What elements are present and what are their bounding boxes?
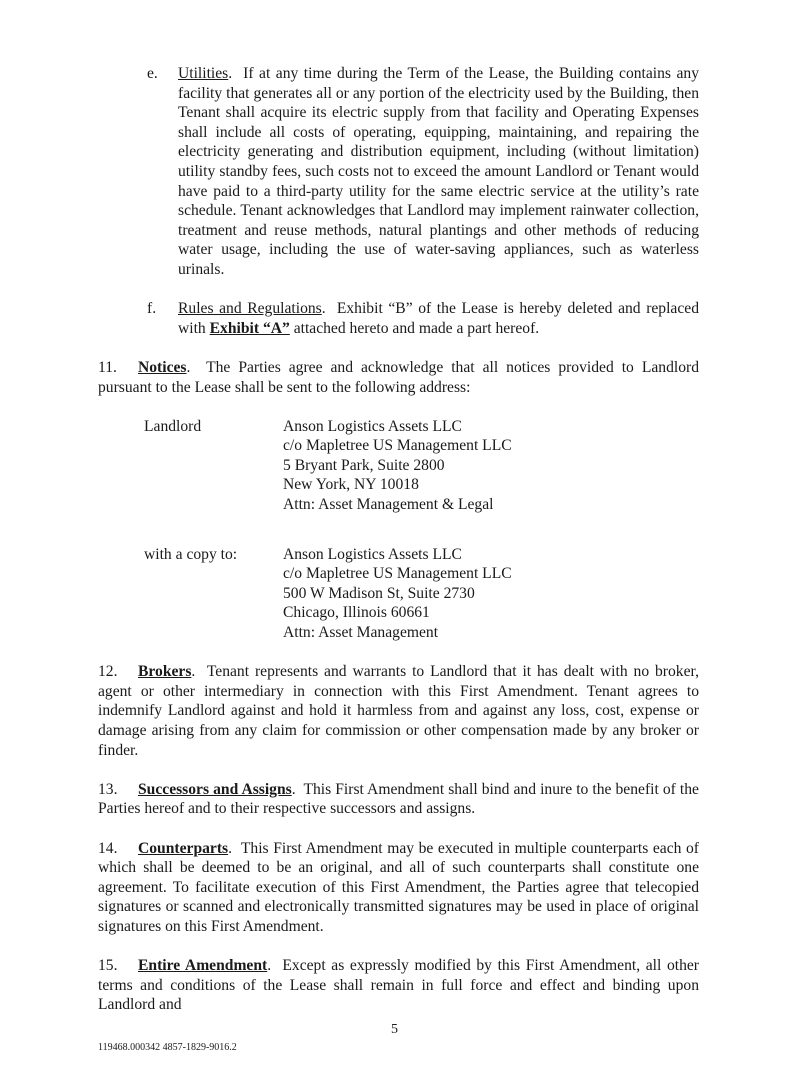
address-line: Attn: Asset Management & Legal <box>283 496 494 514</box>
copy-address <box>144 545 644 643</box>
item-heading: Rules and Regulations <box>178 300 322 318</box>
section-14-counterparts: 14. Counterparts. This First Amendment may be executed in multiple counterparts each of which shall be deemed to be an original, and all of such counterparts shall constitute one agreement. To facilitate execution of this First Amendment, the Parties agree that telecopied signatures or scanned and electronically transmitted signatures may be used in place of original signatures on this First Amendment. <box>98 839 699 935</box>
section-heading: Entire Amendment <box>138 957 268 975</box>
section-text: This First Amendment may be executed in multiple counterparts each of which shall be deemed to be an original, and all of such counterparts shall constitute one agreement. To facilitate execution of this First Amendment, the Parties agree that telecopied signatures or scanned and electronically transmitted signatures may be used in place of original signatures on this First Amendment. <box>98 839 699 935</box>
address-line: Attn: Asset Management <box>283 624 439 642</box>
section-13-successors: 13. Successors and Assigns. This First Amendment shall bind and inure to the benefit of the Parties hereof and to their respective successors and assigns. <box>98 780 699 818</box>
item-e-utilities: e. Utilities. If at any time during the Term of the Lease, the Building contains any facility that generates all or any portion of the electricity used by the Building, then Tenant shall acquire its electric supply from that facility and Operating Expenses shall include all costs of operating, equipping, maintaining, and repairing the electricity generating and distribution equipment, including (without limitation) utility standby fees, such costs not to exceed the amount Landlord or Tenant would have paid to a third-party utility for the same electric service at the utility’s rate schedule. Tenant acknowledges that Landlord may implement rainwater collection, treatment and reuse methods, natural plantings and other methods of reducing water usage, including the use of water-saving appliances, such as waterless urinals. <box>147 65 699 278</box>
section-text: This First Amendment shall bind and inure to the benefit of the Parties hereof and to their respective successors and assigns. <box>98 780 699 818</box>
document-footer-id: 119468.000342 4857-1829-9016.2 <box>98 1041 237 1053</box>
address-label: with a copy to: <box>144 545 238 563</box>
item-heading: Utilities <box>178 65 229 82</box>
section-heading: Counterparts <box>138 839 229 857</box>
address-label: Landlord <box>144 417 202 435</box>
address-line: Chicago, Illinois 60661 <box>283 604 430 622</box>
section-number: 15. <box>98 957 118 975</box>
section-11-notices: 11. Notices. The Parties agree and acknowledge that all notices provided to Landlord pursuant to the Lease shall be sent to the following address: <box>98 358 699 396</box>
item-f-rules: f. Rules and Regulations. Exhibit “B” of the Lease is hereby deleted and replaced with Exhibit “A” attached hereto and made a part hereof. <box>147 300 699 337</box>
section-heading: Successors and Assigns <box>138 780 292 798</box>
item-label: f. <box>147 300 157 318</box>
section-number: 14. <box>98 839 118 857</box>
address-line: c/o Mapletree US Management LLC <box>283 565 512 583</box>
section-number: 12. <box>98 663 118 681</box>
section-number: 13. <box>98 780 118 798</box>
section-15-entire-amendment: 15. Entire Amendment. Except as expressly modified by this First Amendment, all other terms and conditions of the Lease shall remain in full force and effect and binding upon Landlord and <box>98 957 699 1014</box>
section-heading: Brokers <box>138 663 192 681</box>
item-text: If at any time during the Term of the Lease, the Building contains any facility that generates all or any portion of the electricity used by the Building, then Tenant shall acquire its electric supply from that facility and Operating Expenses shall include all costs of operating, equipping, maintaining, and repairing the electricity generating and distribution equipment, including (without limitation) utility standby fees, such costs not to exceed the amount Landlord or Tenant would have paid to a third-party utility for the same electric service at the utility’s rate schedule. Tenant acknowledges that Landlord may implement rainwater collection, treatment and reuse methods, natural plantings and other methods of reducing water usage, including the use of water-saving appliances, such as waterless urinals. <box>178 65 699 278</box>
item-text: Exhibit “B” of the Lease is hereby deleted and replaced with <box>178 300 699 337</box>
address-line: 5 Bryant Park, Suite 2800 <box>283 456 445 474</box>
landlord-address <box>144 417 644 515</box>
exhibit-reference: Exhibit “A” <box>209 319 290 337</box>
section-text: The Parties agree and acknowledge that all notices provided to Landlord pursuant to the Lease shall be sent to the following address: <box>98 358 699 396</box>
item-text: attached hereto and made a part hereof. <box>293 319 540 337</box>
item-label: e. <box>147 65 158 82</box>
address-line: 500 W Madison St, Suite 2730 <box>283 584 475 602</box>
section-text: Tenant represents and warrants to Landlord that it has dealt with no broker, agent or other intermediary in connection with this First Amendment. Tenant agrees to indemnify Landlord against and hold it harmless from and against any loss, cost, expense or damage arising from any claim for commission or other compensation made by any broker or finder. <box>98 663 699 759</box>
section-text: Except as expressly modified by this First Amendment, all other terms and conditions of the Lease shall remain in full force and effect and binding upon Landlord and <box>98 957 699 1014</box>
address-line: c/o Mapletree US Management LLC <box>283 437 512 455</box>
section-number: 11. <box>98 358 117 376</box>
address-line: New York, NY 10018 <box>283 476 419 494</box>
section-12-brokers: 12. Brokers. Tenant represents and warrants to Landlord that it has dealt with no broker, agent or other intermediary in connection with this First Amendment. Tenant agrees to indemnify Landlord against and hold it harmless from and against any loss, cost, expense or damage arising from any claim for commission or other compensation made by any broker or finder. <box>98 663 699 759</box>
page-number: 5 <box>391 1021 398 1037</box>
address-line: Anson Logistics Assets LLC <box>283 545 462 563</box>
section-heading: Notices <box>138 358 187 376</box>
address-line: Anson Logistics Assets LLC <box>283 417 462 435</box>
